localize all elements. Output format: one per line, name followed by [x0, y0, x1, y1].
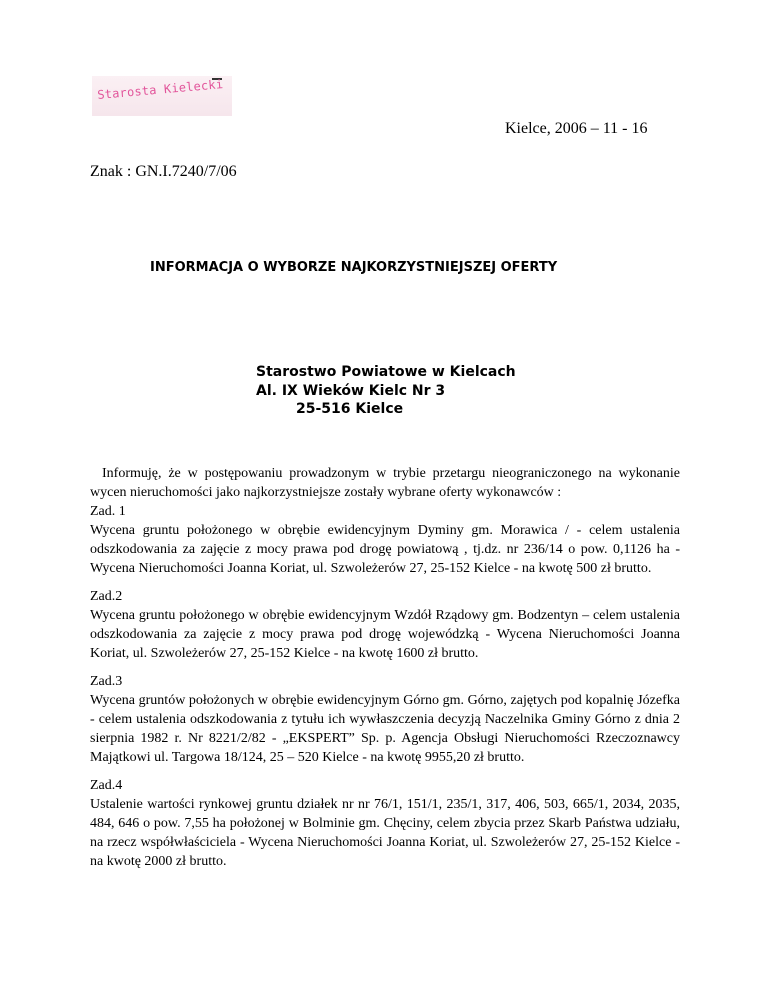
task-text: Wycena gruntów położonych w obrębie ewidencyjnym Górno gm. Górno, zajętych pod kopalnię Józefka - celem ustalenia odszkodowania z tytułu ich wywłaszczenia decyzją Naczelnika Gminy Górno z dnia 2 sierpnia 1982 r. Nr 8221/2/82 - „EKSPERT” Sp. p. Agencja Obsługi Nieruchomości Rzeczoznawcy Majątkowi ul. Targowa 18/124, 25 – 520 Kielce - na kwotę 9955,20 zł brutto. [90, 693, 680, 765]
intro-paragraph: Informuję, że w postępowaniu prowadzonym w trybie przetargu nieograniczonego na wykonanie wycen nieruchomości jako najkorzystniejsze zostały wybrane oferty wykonawców : [90, 466, 680, 500]
address-line-1: Starostwo Powiatowe w Kielcach [256, 364, 516, 380]
document-body [90, 464, 680, 871]
document-title: INFORMACJA O WYBORZE NAJKORZYSTNIEJSZEJ OFERTY [150, 260, 558, 275]
document-date: Kielce, 2006 – 11 - 16 [505, 120, 648, 137]
document-reference: Znak : GN.I.7240/7/06 [90, 163, 237, 180]
task-section-3 [90, 672, 680, 767]
address-line-3: 25-516 Kielce [296, 401, 404, 417]
stamp-text: Starosta Kielecki [96, 77, 224, 102]
task-text: Wycena gruntu położonego w obrębie ewidencyjnym Wzdół Rządowy gm. Bodzentyn – celem ustalenia odszkodowania za zajęcie z mocy prawa pod drogę wojewódzką - Wycena Nieruchomości Joanna Koriat, ul. Szwoleżerów 27, 25-152 Kielce - na kwotę 1600 zł brutto. [90, 608, 680, 661]
task-label: Zad. 1 [90, 504, 126, 519]
task-section-1 [90, 502, 680, 578]
task-label: Zad.3 [90, 674, 123, 689]
stamp [92, 76, 232, 116]
address-line-2: Al. IX Wieków Kielc Nr 3 [256, 383, 446, 399]
task-text: Wycena gruntu położonego w obrębie ewidencyjnym Dyminy gm. Morawica / - celem ustalenia odszkodowania za zajęcie z mocy prawa pod drogę powiatową , tj.dz. nr 236/14 o pow. 0,1126 ha -Wycena Nieruchomości Joanna Koriat, ul. Szwoleżerów 27, 25-152 Kielce - na kwotę 500 zł brutto. [90, 523, 680, 576]
task-label: Zad.2 [90, 589, 123, 604]
task-section-2 [90, 587, 680, 663]
task-text: Ustalenie wartości rynkowej gruntu działek nr nr 76/1, 151/1, 235/1, 317, 406, 503, 665/1, 2034, 2035, 484, 646 o pow. 7,55 ha położonej w Bolminie gm. Chęciny, celem zbycia przez Skarb Państwa udziału, na rzecz współwłaściciela - Wycena Nieruchomości Joanna Koriat, ul. Szwoleżerów 27, 25-152 Kielce - na kwotę 2000 zł brutto. [90, 797, 680, 869]
task-section-4 [90, 776, 680, 871]
task-label: Zad.4 [90, 778, 123, 793]
